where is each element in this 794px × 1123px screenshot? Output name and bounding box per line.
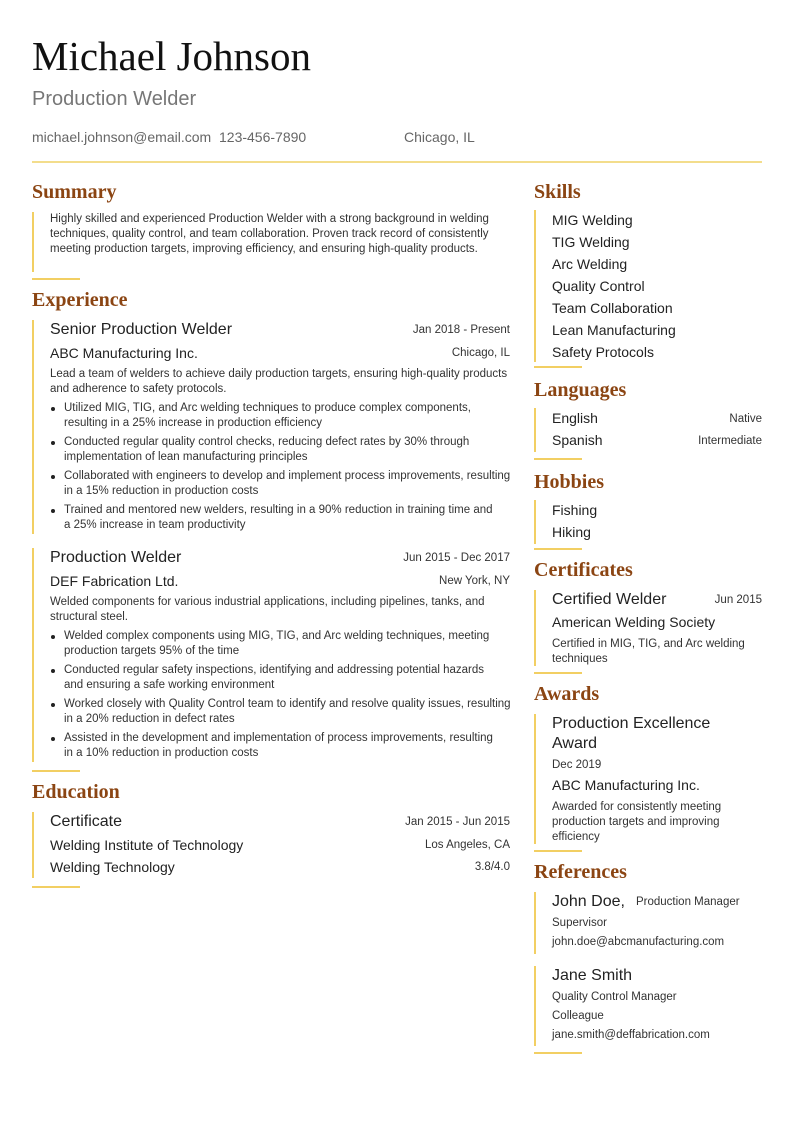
bullet-dot-icon: [51, 475, 55, 479]
education-underline: [32, 886, 80, 888]
bullet-dot-icon: [51, 703, 55, 707]
skill-item: Arc Welding: [552, 256, 628, 272]
skill-item: Safety Protocols: [552, 344, 654, 360]
summary-text: Highly skilled and experienced Production Welder with a strong background in welding techniques, quality control, and team collaboration. Proven track record of consistently meeting production targets, improving efficiency, and ensuring high-quality products.: [50, 213, 489, 255]
reference-email[interactable]: john.doe@abcmanufacturing.com: [552, 936, 725, 948]
reference1-accent-bar: [534, 892, 536, 954]
hobbies-heading: Hobbies: [534, 471, 605, 493]
job-bullet: Assisted in the development and implementation of process improvements, resulting in a 10% reduction in production costs: [64, 732, 493, 759]
education-gpa: 3.8/4.0: [474, 861, 510, 873]
job-dates: Jan 2018 - Present: [412, 324, 510, 336]
languages-heading: Languages: [534, 379, 627, 401]
job-bullet: Conducted regular safety inspections, identifying and addressing potential hazards and ensuring a safe working environment: [64, 664, 485, 691]
bullet-dot-icon: [51, 509, 55, 513]
bullet-dot-icon: [51, 441, 55, 445]
language-name: English: [552, 410, 598, 426]
skills-underline: [534, 366, 582, 368]
references-heading: References: [534, 861, 627, 883]
job-company: DEF Fabrication Ltd.: [50, 573, 179, 589]
summary-heading: Summary: [32, 181, 117, 203]
skill-item: Lean Manufacturing: [552, 322, 676, 338]
job-location: Chicago, IL: [451, 347, 510, 359]
language-level: Intermediate: [698, 435, 762, 447]
job1-accent-bar: [32, 320, 34, 534]
job-bullet: Conducted regular quality control checks, reducing defect rates by 30% through implementation of lean manufacturing principles: [64, 436, 470, 463]
award-description: Awarded for consistently meeting production targets and improving efficiency: [552, 801, 722, 843]
bullet-dot-icon: [51, 669, 55, 673]
summary-underline: [32, 278, 80, 280]
hobbies-underline: [534, 548, 582, 550]
job-bullet: Trained and mentored new welders, resulting in a 90% reduction in training time and a 25% increase in team productivity: [64, 504, 493, 531]
education-location: Los Angeles, CA: [424, 839, 510, 851]
education-degree: Certificate: [50, 813, 123, 830]
award-name: Production Excellence Award: [552, 715, 711, 752]
bullet-dot-icon: [51, 635, 55, 639]
header-divider: [32, 161, 762, 163]
education-accent-bar: [32, 812, 34, 878]
certificates-heading: Certificates: [534, 559, 633, 581]
candidate-name: Michael Johnson: [32, 33, 311, 79]
awards-underline: [534, 850, 582, 852]
reference2-accent-bar: [534, 966, 536, 1046]
job-location: New York, NY: [439, 575, 510, 587]
job2-accent-bar: [32, 548, 34, 762]
education-school: Welding Institute of Technology: [50, 837, 244, 853]
award-issuer: ABC Manufacturing Inc.: [552, 777, 700, 793]
job-dates: Jun 2015 - Dec 2017: [403, 552, 510, 564]
skill-item: Quality Control: [552, 278, 645, 294]
job-bullet: Collaborated with engineers to develop and implement process improvements, resulting in a 15% reduction in production costs: [64, 470, 511, 497]
contact-location: Chicago, IL: [404, 129, 475, 145]
language-level: Native: [729, 413, 762, 425]
awards-heading: Awards: [534, 683, 600, 705]
education-field: Welding Technology: [50, 859, 175, 875]
certificate-name: Certified Welder: [552, 591, 667, 608]
reference-email[interactable]: jane.smith@deffabrication.com: [552, 1029, 710, 1041]
education-dates: Jan 2015 - Jun 2015: [405, 816, 510, 828]
bullet-dot-icon: [51, 737, 55, 741]
job-title: Senior Production Welder: [50, 321, 233, 338]
job-description: Welded components for various industrial applications, including pipelines, tanks, and structural steel.: [50, 596, 485, 623]
language-name: Spanish: [552, 432, 603, 448]
hobby-item: Fishing: [552, 502, 598, 518]
reference-relation: Colleague: [552, 1010, 604, 1022]
skill-item: MIG Welding: [552, 212, 633, 228]
job-bullet: Welded complex components using MIG, TIG, and Arc welding techniques, meeting production targets 95% of the time: [64, 630, 490, 657]
reference-position: Production Manager: [636, 896, 740, 908]
contact-phone: 123-456-7890: [219, 129, 307, 145]
contact-email[interactable]: michael.johnson@email.com: [32, 129, 212, 145]
experience-underline: [32, 770, 80, 772]
education-heading: Education: [32, 781, 120, 803]
bullet-dot-icon: [51, 407, 55, 411]
reference-position: Quality Control Manager: [552, 991, 677, 1003]
reference-name: Jane Smith: [552, 967, 633, 984]
skills-accent-bar: [534, 210, 536, 362]
candidate-role: Production Welder: [32, 88, 197, 110]
job-company: ABC Manufacturing Inc.: [50, 345, 198, 361]
hobbies-accent-bar: [534, 500, 536, 544]
reference-relation: Supervisor: [552, 917, 607, 929]
skills-heading: Skills: [534, 181, 581, 203]
skill-item: TIG Welding: [552, 234, 630, 250]
certificate-description: Certified in MIG, TIG, and Arc welding techniques: [552, 638, 745, 665]
summary-accent-bar: [32, 212, 34, 272]
languages-underline: [534, 458, 582, 460]
awards-accent-bar: [534, 714, 536, 844]
references-underline: [534, 1052, 582, 1054]
job-bullet: Worked closely with Quality Control team to identify and resolve quality issues, resulting in a 20% reduction in defect rates: [64, 698, 511, 725]
job-bullet: Utilized MIG, TIG, and Arc welding techniques to produce complex components, resulting in a 25% increase in production efficiency: [64, 402, 471, 429]
experience-heading: Experience: [32, 289, 128, 311]
skill-item: Team Collaboration: [552, 300, 673, 316]
languages-accent-bar: [534, 408, 536, 452]
certificate-date: Jun 2015: [714, 594, 762, 606]
certificate-issuer: American Welding Society: [552, 614, 716, 630]
hobby-item: Hiking: [552, 524, 591, 540]
award-date: Dec 2019: [552, 759, 602, 771]
job-title: Production Welder: [50, 549, 182, 566]
certificates-underline: [534, 672, 582, 674]
certificates-accent-bar: [534, 590, 536, 666]
job-description: Lead a team of welders to achieve daily production targets, ensuring high-quality products and adherence to safety protocols.: [50, 368, 508, 395]
reference-name: John Doe,: [552, 893, 625, 910]
